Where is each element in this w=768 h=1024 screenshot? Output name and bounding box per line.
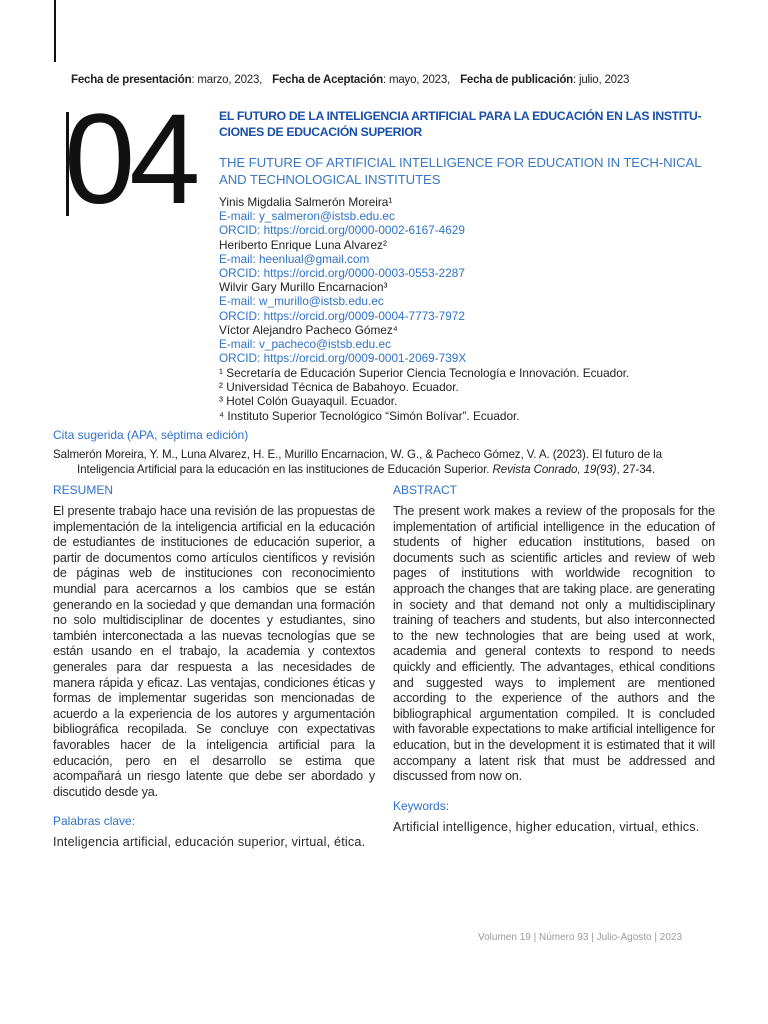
authors-block [219,195,719,365]
author-email[interactable] [219,294,719,308]
citation-pages: , 27-34. [616,463,656,476]
email-label: E-mail: [219,209,259,224]
orcid-label: ORCID: [219,351,264,366]
resumen-heading: RESUMEN [53,483,114,497]
palabras-clave-heading: Palabras clave: [53,814,136,829]
orcid-link[interactable]: https://orcid.org/0009-0001-2069-739X [263,351,467,366]
title-spanish: EL FUTURO DE LA INTELIGENCIA ARTIFICIAL PARA LA EDUCACIÓN EN LAS INSTITU-CIONES DE EDUCACIÓN SUPERIOR [219,109,702,139]
author-name: Heriberto Enrique Luna Alvarez² [219,237,387,252]
email-link[interactable]: v_pacheco@istsb.edu.ec [258,337,391,352]
submission-date-label: Fecha de presentación [71,74,192,86]
citation-heading: Cita sugerida (APA, séptima edición) [53,428,249,442]
citation-title: Inteligencia Artificial para la educación en las instituciones de Educación Superior. [77,463,493,476]
affiliation: ⁴ Instituto Superior Tecnológico “Simón Bolívar”. Ecuador. [219,408,520,423]
orcid-link[interactable]: https://orcid.org/0000-0003-0553-2287 [263,266,465,281]
publication-date-value: : julio, 2023 [573,74,630,86]
email-link[interactable]: heenlual@gmail.com [258,251,370,266]
resumen-text: El presente trabajo hace una revisión de las propuestas de implementación de la inteligencia artificial en la educación de estudiantes de instituciones de educación superior, a partir de documentos como artículos científicos y revisión de páginas web de instituciones con reconocimiento mundial para acercarnos a los cambios que se están generando en la sociedad y que demandan una formación no solo multidisciplinar de docentes y estudiantes, sino también interconectada a las nuevas tecnologías que se están usando en el trabajo, la academia y contextos generales para dar respuesta a las necesidades de manera rápida y eficaz. Las ventajas, condiciones éticas y formas de implementar sugeridas son mencionadas de acuerdo a la experiencia de los autores y argumentación bibliográfica recopilada. Se concluye con expectativas favorables hacer de la inteligencia artificial para la educación, pero en el desarrollo se estima que acompañará un riesgo latente que debe ser abordado y discutido desde ya. [53,504,375,799]
email-label: E-mail: [219,337,259,352]
abstract-heading: ABSTRACT [393,483,458,497]
author-email[interactable] [219,337,719,351]
author-name: Víctor Alejandro Pacheco Gómez⁴ [219,322,398,337]
abstract-text: The present work makes a review of the proposals for the implementation of artificial intelligence in the education of students of higher education institutions, based on documents such as scientific articles and review of web pages of institutions with worldwide recognition to approach the changes that are taking place. are generating in society and that demand not only a multidisciplinary training of teachers and students, but also interconnected to the new technologies that are being used at work, academia and general contexts to respond to needs quickly and efficiently. The advantages, ethical conditions and suggested ways to implement are mentioned according to the experience of the authors and the bibliographical argumentation compiled. It is concluded with favorable expectations to make artificial intelligence for education, but in the development it is estimated that it will accompany a latent risk that must be addressed and discussed from now on. [393,504,715,784]
author-name: Yinis Migdalia Salmerón Moreira¹ [219,195,393,209]
email-label: E-mail: [219,251,259,266]
acceptance-date-label: Fecha de Aceptación [272,74,383,86]
affiliation: ³ Hotel Colón Guayaquil. Ecuador. [219,394,398,409]
palabras-clave-text: Inteligencia artificial, educación superior, virtual, ética. [53,835,366,850]
affiliation: ² Universidad Técnica de Babahoyo. Ecuador. [219,380,459,395]
page-footer: Volumen 19 | Número 93 | Julio-Agosto | 2023 [478,932,683,943]
author-orcid[interactable] [219,223,719,237]
orcid-link[interactable]: https://orcid.org/0009-0004-7773-7972 [263,308,465,323]
email-link[interactable]: y_salmeron@istsb.edu.ec [258,209,395,224]
author-name: Wilvir Gary Murillo Encarnacion³ [219,280,388,295]
acceptance-date-value: : mayo, 2023, [382,74,451,86]
affiliation: ¹ Secretaría de Educación Superior Ciencia Tecnología e Innovación. Ecuador. [219,366,630,380]
email-label: E-mail: [219,294,259,309]
top-rule [54,0,56,62]
orcid-label: ORCID: [219,266,264,281]
citation-text [53,447,718,477]
citation-line-1: Salmerón Moreira, Y. M., Luna Alvarez, H. E., Murillo Encarnacion, W. G., & Pacheco Gómez, V. A. (2023). El futuro de la [53,448,662,461]
resumen-column [53,483,375,851]
author-orcid[interactable] [219,351,719,365]
orcid-label: ORCID: [219,308,264,323]
keywords-heading: Keywords: [393,798,450,813]
submission-date-value: : marzo, 2023, [191,74,263,86]
author-email[interactable] [219,209,719,223]
article-number: 04 [64,88,195,231]
citation-journal: Revista Conrado, 19(93) [492,463,617,476]
publication-dates [71,74,629,86]
abstract-column [393,483,715,835]
publication-date-label: Fecha de publicación [460,74,574,86]
author-orcid[interactable] [219,266,719,280]
title-english: THE FUTURE OF ARTIFICIAL INTELLIGENCE FOR EDUCATION IN TECH-NICAL AND TECHNOLOGICAL INSTITUTES [219,155,701,187]
email-link[interactable]: w_murillo@istsb.edu.ec [258,294,384,309]
citation-line-2 [53,462,718,477]
author-orcid[interactable] [219,309,719,323]
affiliations-block [219,366,719,423]
orcid-link[interactable]: https://orcid.org/0000-0002-6167-4629 [263,223,465,238]
keywords-text: Artificial intelligence, higher education, virtual, ethics. [393,819,700,834]
author-email[interactable] [219,252,719,266]
orcid-label: ORCID: [219,223,264,238]
